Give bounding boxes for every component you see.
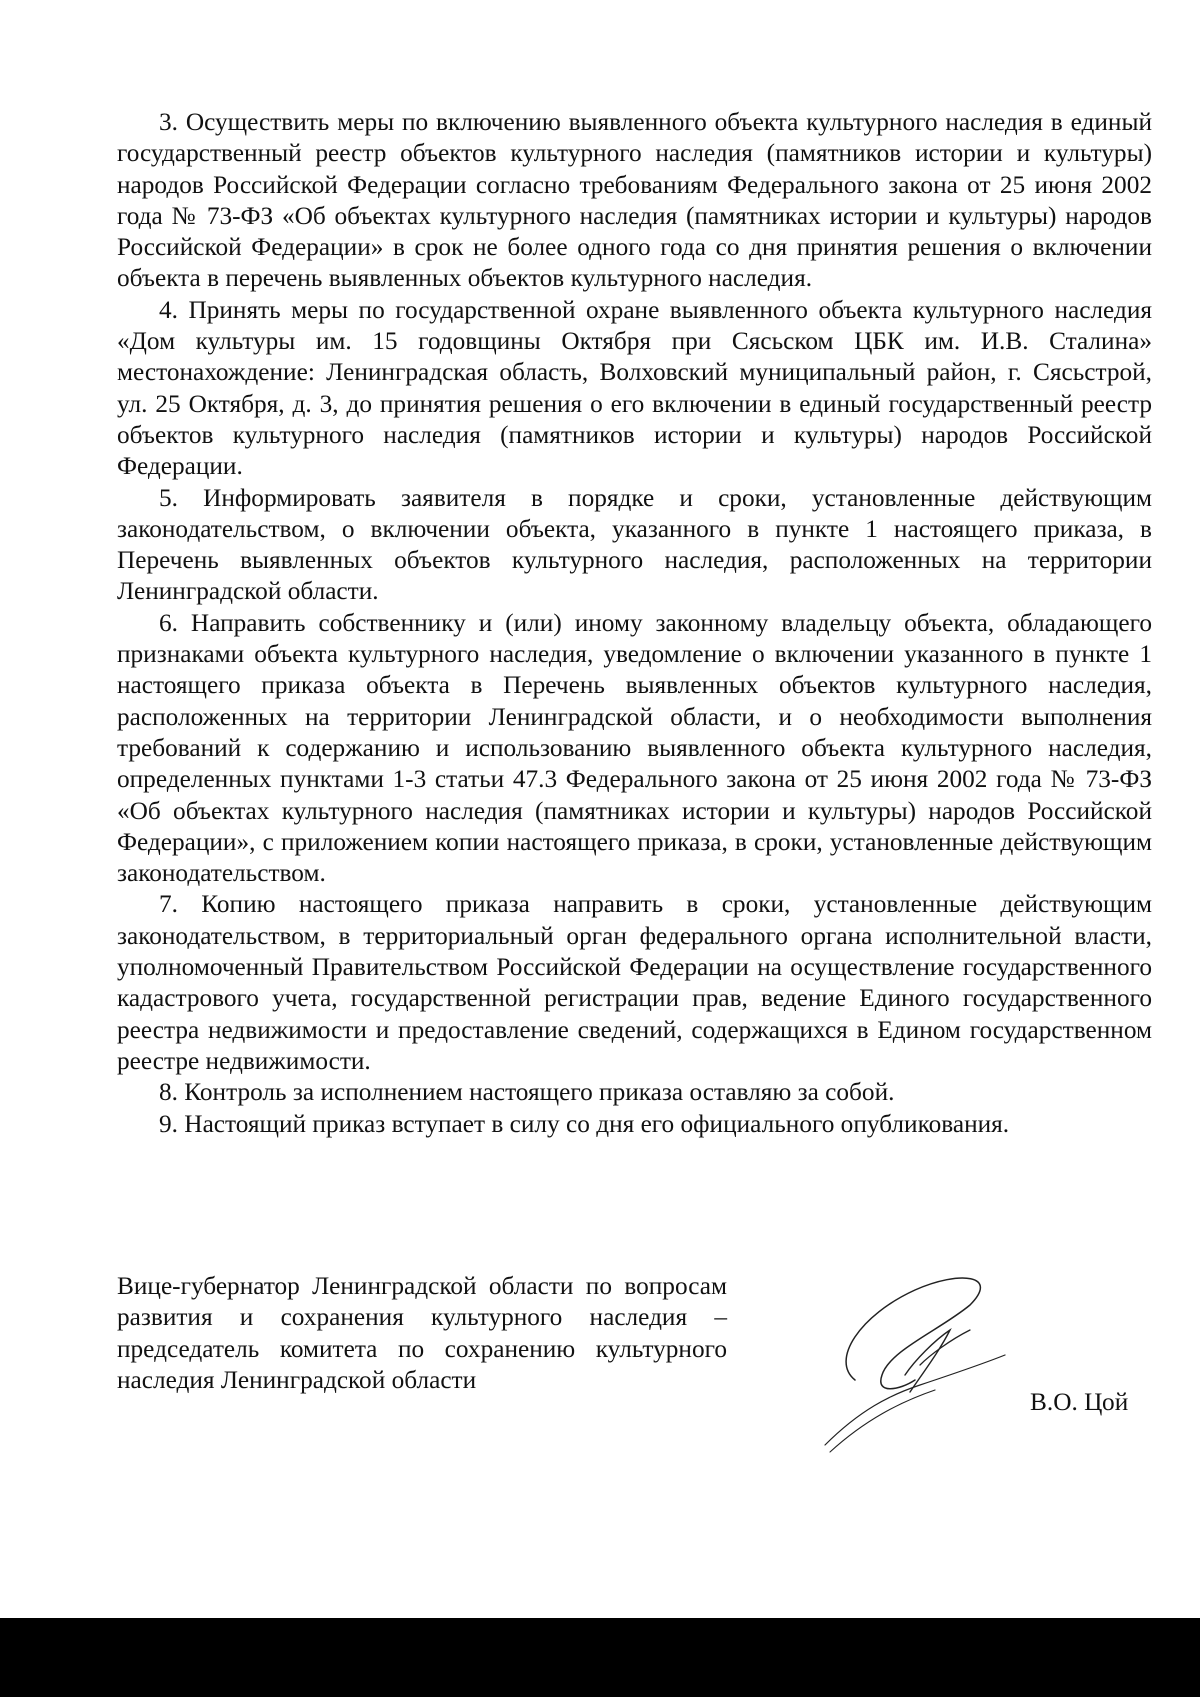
signatory-block (117, 1271, 727, 1396)
document-body (117, 107, 1152, 1140)
paragraph-item-4: 4. Принять меры по государственной охране выявленного объекта культурного наследия «Дом культуры им. 15 годовщины Октября при Сясьском ЦБК им. И.В. Сталина» местонахождение: Ленинградская область, Волховский муниципальный район, г. Сясьстрой, ул. 25 Октября, д. 3, до принятия решения о его включении в единый государственный реестр объектов культурного наследия (памятников истории и культуры) народов Российской Федерации. (117, 295, 1152, 481)
paragraph-item-3: 3. Осуществить меры по включению выявленного объекта культурного наследия в единый государственный реестр объектов культурного наследия (памятников истории и культуры) народов Российской Федерации согласно требованиям Федерального закона от 25 июня 2002 года № 73-ФЗ «Об объектах культурного наследия (памятниках истории и культуры) народов Российской Федерации» в срок не более одного года со дня принятия решения о включении объекта в перечень выявленных объектов культурного наследия. (117, 108, 1152, 293)
paragraph-item-9: 9. Настоящий приказ вступает в силу со дня его официального опубликования. (159, 1109, 1010, 1138)
signatory-title: Вице-губернатор Ленинградской области по вопросам развития и сохранения культурного наследия – председатель комитета по сохранению культурного наследия Ленинградской области (117, 1272, 727, 1394)
scan-border (0, 1618, 1200, 1697)
paragraph-item-7: 7. Копию настоящего приказа направить в сроки, установленные действующим законодательством, в территориальный орган федерального органа исполнительной власти, уполномоченный Правительством Российской Федерации на осуществление государственного кадастрового учета, государственной регистрации прав, ведение Единого государственного реестра недвижимости и предоставление сведений, содержащихся в Едином государственном реестре недвижимости. (117, 890, 1152, 1075)
paragraph-item-5: 5. Информировать заявителя в порядке и сроки, установленные действующим законодательством, о включении объекта, указанного в пункте 1 настоящего приказа, в Перечень выявленных объектов культурного наследия, расположенных на территории Ленинградской области. (117, 483, 1152, 606)
paragraph-item-8: 8. Контроль за исполнением настоящего приказа оставляю за собой. (159, 1078, 895, 1107)
handwritten-signature (820, 1270, 1020, 1460)
paragraph-item-6: 6. Направить собственнику и (или) иному законному владельцу объекта, обладающего признаками объекта культурного наследия, уведомление о включении указанного в пункте 1 настоящего приказа объекта в Перечень выявленных объектов культурного наследия, расположенных на территории Ленинградской области, и о необходимости выполнения требований к содержанию и использованию выявленного объекта культурного наследия, определенных пунктами 1-3 статьи 47.3 Федерального закона от 25 июня 2002 года № 73-ФЗ «Об объектах культурного наследия (памятниках истории и культуры) народов Российской Федерации», с приложением копии настоящего приказа, в сроки, установленные действующим законодательством. (117, 608, 1152, 888)
signatory-name: В.О. Цой (1030, 1388, 1129, 1416)
